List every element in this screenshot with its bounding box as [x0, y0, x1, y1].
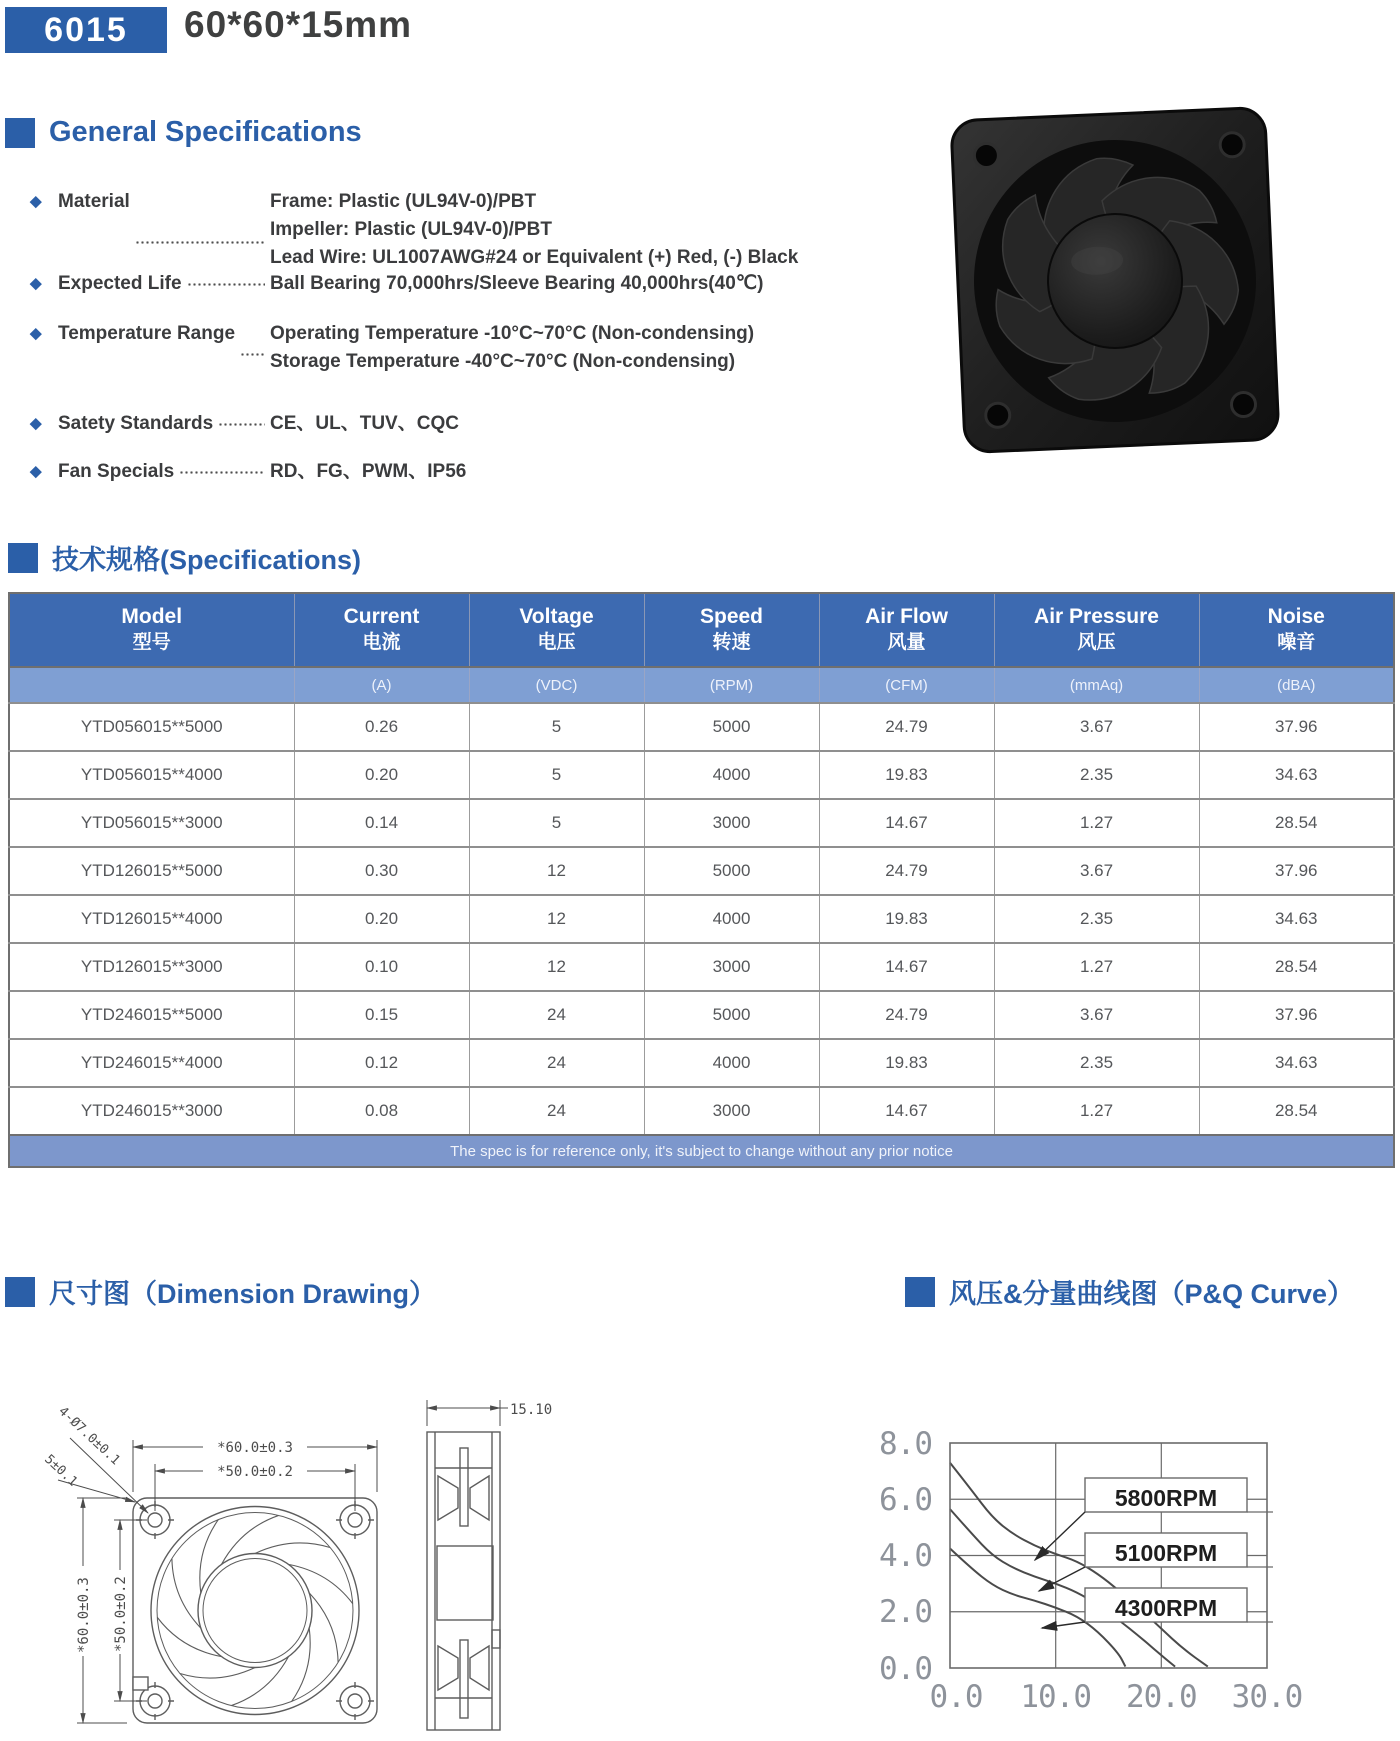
- value-cell: 28.54: [1199, 799, 1394, 847]
- col-unit: (dBA): [1199, 667, 1394, 703]
- dim-mount-holes: 4-Ø7.0±0.1: [55, 1403, 123, 1469]
- col-header-speed: [644, 593, 819, 667]
- dim-hole-spacing-top: *50.0±0.2: [217, 1464, 293, 1480]
- diamond-bullet-icon: ◆: [30, 193, 42, 210]
- spec-label-wrap: [58, 188, 270, 272]
- model-cell: YTD126015**5000: [9, 847, 294, 895]
- table-row: [9, 703, 1394, 751]
- value-cell: 4000: [644, 895, 819, 943]
- model-cell: YTD056015**5000: [9, 703, 294, 751]
- y-tick: 4.0: [879, 1538, 932, 1574]
- table-units-row: [9, 667, 1394, 703]
- table-header-row: [9, 593, 1394, 667]
- value-cell: 34.63: [1199, 751, 1394, 799]
- value-cell: 0.30: [294, 847, 469, 895]
- value-cell: 3000: [644, 1087, 819, 1135]
- table-row: [9, 751, 1394, 799]
- table-row: [9, 847, 1394, 895]
- spec-values: [270, 188, 880, 272]
- spec-table-heading-label: 技术规格(Specifications): [52, 545, 362, 575]
- value-cell: 3000: [644, 799, 819, 847]
- value-cell: 12: [469, 943, 644, 991]
- value-cell: 19.83: [819, 751, 994, 799]
- y-tick: 8.0: [879, 1426, 932, 1462]
- legend-5100rpm: 5100RPM: [1114, 1540, 1218, 1566]
- col-unit: [9, 667, 294, 703]
- spec-value-line: CE、UL、TUV、CQC: [270, 413, 459, 434]
- col-unit: (VDC): [469, 667, 644, 703]
- value-cell: 5: [469, 751, 644, 799]
- col-header-cn: 风压: [1077, 632, 1116, 653]
- col-header-en: Voltage: [519, 605, 594, 628]
- legend-5800rpm: 5800RPM: [1114, 1485, 1218, 1511]
- value-cell: 24.79: [819, 847, 994, 895]
- pq-curve-chart: [760, 1390, 1400, 1741]
- col-header-en: Model: [121, 605, 183, 628]
- section-bullet-icon: [5, 1277, 35, 1307]
- value-cell: 5: [469, 703, 644, 751]
- value-cell: 3.67: [994, 847, 1199, 895]
- value-cell: 5000: [644, 703, 819, 751]
- spec-item-fan-specials: [30, 458, 880, 486]
- value-cell: 0.14: [294, 799, 469, 847]
- value-cell: 0.08: [294, 1087, 469, 1135]
- front-view-screw-holes: [136, 1501, 374, 1720]
- value-cell: 34.63: [1199, 895, 1394, 943]
- dimension-drawing: [30, 1340, 710, 1741]
- model-badge: 6015: [5, 7, 167, 53]
- spec-label-wrap: [58, 320, 270, 376]
- col-unit: (CFM): [819, 667, 994, 703]
- table-row: [9, 943, 1394, 991]
- dim-depth: 15.10: [510, 1402, 553, 1418]
- dimension-drawing-heading-label: 尺寸图（Dimension Drawing）: [49, 1279, 437, 1309]
- model-cell: YTD246015**5000: [9, 991, 294, 1039]
- spec-table-foot: [9, 1135, 1394, 1167]
- value-cell: 0.20: [294, 751, 469, 799]
- value-cell: 14.67: [819, 799, 994, 847]
- dim-corner-radius: 5±0.1: [41, 1451, 81, 1490]
- front-view: [133, 1498, 377, 1723]
- col-header-air-pressure: [994, 593, 1199, 667]
- col-header-en: Air Pressure: [1034, 605, 1159, 628]
- table-footer-note: The spec is for reference only, it's subject to change without any prior notice: [9, 1135, 1394, 1167]
- col-unit: (A): [294, 667, 469, 703]
- spec-label-wrap: [58, 410, 270, 438]
- dotted-leader: [135, 188, 265, 265]
- spec-value-line: Impeller: Plastic (UL94V-0)/PBT: [270, 219, 552, 240]
- dotted-leader: [218, 410, 265, 431]
- table-row: [9, 1087, 1394, 1135]
- dim-height-left: *60.0±0.3: [76, 1577, 92, 1653]
- table-row: [9, 991, 1394, 1039]
- value-cell: 5: [469, 799, 644, 847]
- model-cell: YTD126015**4000: [9, 895, 294, 943]
- value-cell: 28.54: [1199, 943, 1394, 991]
- general-specs-heading: [5, 116, 362, 149]
- spec-values: [270, 410, 880, 438]
- value-cell: 5000: [644, 847, 819, 895]
- spec-values: [270, 270, 880, 298]
- value-cell: 14.67: [819, 1087, 994, 1135]
- value-cell: 1.27: [994, 1087, 1199, 1135]
- pq-curve-heading: [905, 1272, 1354, 1311]
- value-cell: 4000: [644, 751, 819, 799]
- spec-table: [8, 592, 1395, 1168]
- col-header-cn: 电压: [537, 632, 576, 653]
- value-cell: 12: [469, 847, 644, 895]
- spec-label-wrap: [58, 458, 270, 486]
- col-unit: (RPM): [644, 667, 819, 703]
- spec-label-wrap: [58, 270, 270, 298]
- model-cell: YTD056015**4000: [9, 751, 294, 799]
- fan-body: [951, 107, 1279, 452]
- x-tick: 10.0: [1020, 1679, 1092, 1715]
- dimension-drawing-heading: [5, 1272, 436, 1311]
- chart-legend: [1035, 1478, 1273, 1628]
- front-view-blades: [155, 1512, 356, 1709]
- spec-value-line: Lead Wire: UL1007AWG#24 or Equivalent (+) Red, (-) Black: [270, 247, 799, 268]
- spec-value-line: Storage Temperature -40°C~70°C (Non-condensing): [270, 351, 736, 372]
- spec-values: [270, 458, 880, 486]
- spec-label: Satety Standards: [58, 413, 214, 434]
- dim-width-top: *60.0±0.3: [217, 1440, 293, 1456]
- value-cell: 3000: [644, 943, 819, 991]
- value-cell: 4000: [644, 1039, 819, 1087]
- value-cell: 19.83: [819, 1039, 994, 1087]
- fan-product-photo: [948, 100, 1288, 462]
- spec-item-material: [30, 188, 880, 272]
- spec-table-body: [9, 703, 1394, 1135]
- side-view-dimensions: [427, 1400, 508, 1426]
- model-cell: YTD056015**3000: [9, 799, 294, 847]
- value-cell: 0.12: [294, 1039, 469, 1087]
- legend-4300rpm: 4300RPM: [1114, 1595, 1218, 1621]
- col-header-en: Noise: [1267, 605, 1325, 628]
- x-tick: 30.0: [1231, 1679, 1303, 1715]
- value-cell: 0.20: [294, 895, 469, 943]
- section-bullet-icon: [8, 543, 38, 573]
- value-cell: 5000: [644, 991, 819, 1039]
- col-header-en: Current: [343, 605, 420, 628]
- col-unit: (mmAq): [994, 667, 1199, 703]
- value-cell: 24: [469, 1087, 644, 1135]
- general-specs-heading-label: General Specifications: [49, 116, 362, 148]
- model-cell: YTD126015**3000: [9, 943, 294, 991]
- x-tick: 0.0: [929, 1679, 983, 1715]
- dotted-leader: [240, 320, 265, 369]
- value-cell: 0.15: [294, 991, 469, 1039]
- y-tick: 0.0: [879, 1651, 932, 1687]
- dim-hole-spacing-left: *50.0±0.2: [113, 1576, 129, 1652]
- y-tick: 2.0: [879, 1594, 932, 1630]
- section-bullet-icon: [905, 1277, 935, 1307]
- value-cell: 12: [469, 895, 644, 943]
- value-cell: 28.54: [1199, 1087, 1394, 1135]
- dotted-leader: [187, 270, 265, 291]
- x-tick: 20.0: [1125, 1679, 1197, 1715]
- col-header-cn: 噪音: [1277, 632, 1316, 653]
- model-cell: YTD246015**4000: [9, 1039, 294, 1087]
- spec-label: Temperature Range: [58, 323, 236, 344]
- value-cell: 2.35: [994, 895, 1199, 943]
- side-view: [427, 1432, 500, 1730]
- y-tick: 6.0: [879, 1482, 932, 1518]
- spec-table-heading: [8, 538, 361, 577]
- spec-value-line: Frame: Plastic (UL94V-0)/PBT: [270, 191, 537, 212]
- table-row: [9, 895, 1394, 943]
- col-header-cn: 转速: [712, 632, 751, 653]
- spec-item-expected-life: [30, 270, 880, 298]
- value-cell: 19.83: [819, 895, 994, 943]
- col-header-cn: 风量: [887, 632, 926, 653]
- spec-label: Material: [58, 191, 130, 212]
- value-cell: 37.96: [1199, 847, 1394, 895]
- value-cell: 24: [469, 1039, 644, 1087]
- spec-item-satety-standards: [30, 410, 880, 438]
- value-cell: 34.63: [1199, 1039, 1394, 1087]
- page-title: 60*60*15mm: [184, 4, 413, 45]
- spec-value-line: Ball Bearing 70,000hrs/Sleeve Bearing 40,000hrs(40℃): [270, 273, 764, 294]
- value-cell: 24.79: [819, 991, 994, 1039]
- spec-value-line: RD、FG、PWM、IP56: [270, 461, 467, 482]
- value-cell: 3.67: [994, 991, 1199, 1039]
- table-row: [9, 1039, 1394, 1087]
- value-cell: 14.67: [819, 943, 994, 991]
- col-header-en: Air Flow: [865, 605, 948, 628]
- spec-item-temperature-range: [30, 320, 880, 376]
- value-cell: 3.67: [994, 703, 1199, 751]
- col-header-cn: 型号: [132, 632, 171, 653]
- value-cell: 24: [469, 991, 644, 1039]
- diamond-bullet-icon: ◆: [30, 275, 42, 292]
- table-footer-row: [9, 1135, 1394, 1167]
- diamond-bullet-icon: ◆: [30, 325, 42, 342]
- value-cell: 37.96: [1199, 703, 1394, 751]
- value-cell: 37.96: [1199, 991, 1394, 1039]
- col-header-current: [294, 593, 469, 667]
- section-bullet-icon: [5, 118, 35, 148]
- pq-curve-heading-label: 风压&分量曲线图（P&Q Curve）: [949, 1279, 1355, 1309]
- col-header-voltage: [469, 593, 644, 667]
- value-cell: 2.35: [994, 751, 1199, 799]
- spec-value-line: Operating Temperature -10°C~70°C (Non-condensing): [270, 323, 755, 344]
- diamond-bullet-icon: ◆: [30, 415, 42, 432]
- col-header-en: Speed: [699, 605, 764, 628]
- spec-table-head: [9, 593, 1394, 703]
- value-cell: 1.27: [994, 799, 1199, 847]
- value-cell: 24.79: [819, 703, 994, 751]
- col-header-model: [9, 593, 294, 667]
- model-cell: YTD246015**3000: [9, 1087, 294, 1135]
- value-cell: 2.35: [994, 1039, 1199, 1087]
- spec-values: [270, 320, 880, 376]
- spec-label: Fan Specials: [58, 461, 175, 482]
- col-header-cn: 电流: [362, 632, 401, 653]
- value-cell: 1.27: [994, 943, 1199, 991]
- dotted-leader: [179, 458, 265, 479]
- diamond-bullet-icon: ◆: [30, 463, 42, 480]
- col-header-air-flow: [819, 593, 994, 667]
- col-header-noise: [1199, 593, 1394, 667]
- spec-label: Expected Life: [58, 273, 182, 294]
- value-cell: 0.10: [294, 943, 469, 991]
- table-row: [9, 799, 1394, 847]
- value-cell: 0.26: [294, 703, 469, 751]
